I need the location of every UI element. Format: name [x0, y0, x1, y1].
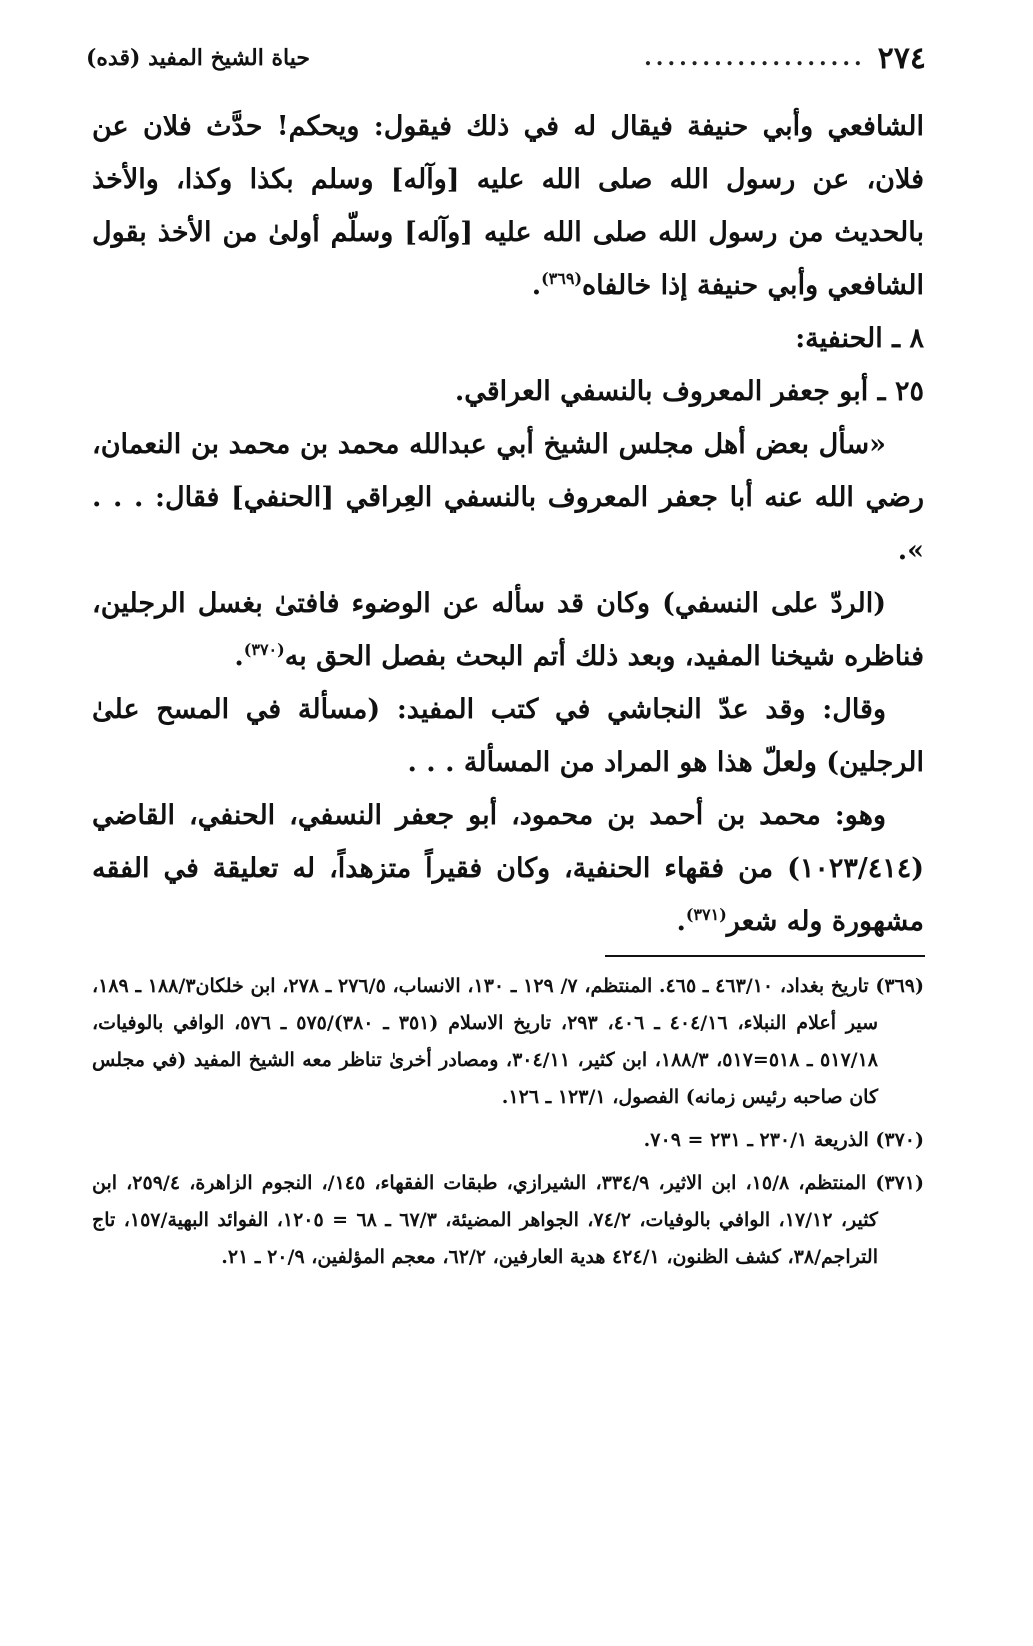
footnote-ref-371: (٣٧١) — [685, 905, 727, 924]
footnote-text: الذريعة ٢٣٠/١ ـ ٢٣١ = ٧٠٩. — [643, 1129, 869, 1151]
paragraph-4: وقال: وقد عدّ النجاشي في كتب المفيد: (مسألة في المسح علىٰ الرجلين) ولعلّ هذا هو المراد من المسألة . . . — [92, 694, 924, 778]
paragraph-1-text: الشافعي وأبي حنيفة فيقال له في ذلك فيقول: ويحكم! حدَّث فلان عن فلان، عن رسول الله صلى الله عليه [وآله] وسلم بكذا وكذا، والأخذ بالحديث من رسول الله صلى الله عليه [وآله] وسلّم أولىٰ من الأخذ بقول الشافعي وأبي حنيفة إذا خالفاه — [92, 111, 924, 301]
leader-dots: ................... — [644, 45, 866, 71]
footnote-separator — [605, 955, 925, 957]
main-text — [92, 100, 924, 948]
footnote-number: (٣٦٩) — [875, 975, 925, 997]
paragraph-3-text: (الردّ على النسفي) وكان قد سأله عن الوضوء فافتىٰ بغسل الرجلين، فناظره شيخنا المفيد، وبعد ذلك أتم البحث بفصل الحق به — [92, 588, 924, 672]
footnote-371 — [92, 1165, 924, 1276]
paragraph-2: «سأل بعض أهل مجلس الشيخ أبي عبدالله محمد بن محمد بن النعمان، رضي الله عنه أبا جعفر المعروف بالنسفي العِراقي [الحنفي] فقال: . . . ». — [92, 429, 924, 566]
running-title: حياة الشيخ المفيد (قده) — [86, 45, 310, 71]
footnote-370 — [92, 1122, 924, 1159]
section-heading: ٨ ـ الحنفية: — [795, 323, 924, 354]
entry-heading: ٢٥ ـ أبو جعفر المعروف بالنسفي العراقي. — [454, 376, 924, 407]
paragraph-5 — [92, 789, 924, 948]
footnote-ref-370: (٣٧٠) — [243, 640, 285, 659]
paragraph-5-text: وهو: محمد بن أحمد بن محمود، أبو جعفر النسفي، الحنفي، القاضي (١٠٢٣/٤١٤) من فقهاء الحنفية، وكان فقيراً متزهداً، له تعليقة في الفقه مشهورة وله شعر — [92, 800, 924, 937]
footnote-369 — [92, 968, 924, 1116]
paragraph-1 — [92, 100, 924, 312]
paragraph-3-end: . — [234, 641, 244, 672]
footnote-number: (٣٧٠) — [875, 1129, 924, 1151]
running-header — [86, 38, 926, 78]
page-number: ٢٧٤ — [877, 40, 926, 76]
paragraph-5-end: . — [676, 906, 686, 937]
footnote-number: (٣٧١) — [875, 1172, 925, 1194]
paragraph-1-end: . — [531, 270, 542, 301]
footnotes — [92, 968, 924, 1282]
footnote-text: المنتظم، ١٥/٨، ابن الاثير، ٣٣٤/٩، الشيرازي، طبقات الفقهاء، ١٤٥/، النجوم الزاهرة، ٢٥٩/٤، ابن كثير، ١٧/١٢، الوافي بالوفيات، ٧٤/٢، الجواهر المضيئة، ٦٧/٣ ـ ٦٨ = ١٢٠٥، الفوائد البهية/١٥٧، تاج التراجم/٣٨، كشف الظنون، ٤٢٤/١ هدية العارفين، ٦٢/٢، معجم المؤلفين، ٢٠/٩ ـ ٢١. — [92, 1172, 878, 1268]
paragraph-3 — [92, 577, 924, 683]
footnote-ref-369: (٣٦٩) — [541, 269, 583, 288]
footnote-text: تاريخ بغداد، ٤٦٣/١٠ ـ ٤٦٥. المنتظم، ٧/ ١٢٩ ـ ١٣٠، الانساب، ٢٧٦/٥ ـ ٢٧٨، ابن خلكان١٨٨/٣ ـ ١٨٩، سير أعلام النبلاء، ٤٠٤/١٦ ـ ٤٠٦، ٢٩٣، تاريخ الاسلام (٣٥١ ـ ٣٨٠)/٥٧٥ ـ ٥٧٦، الوافي بالوفيات، ٥١٧/١٨ ـ ٥١٨=٥١٧، ١٨٨/٣، ابن كثير، ٣٠٤/١١، ومصادر أخرىٰ تناظر معه الشيخ المفيد (في مجلس كان صاحبه رئيس زمانه) الفصول، ١٢٣/١ ـ ١٢٦. — [92, 975, 879, 1108]
